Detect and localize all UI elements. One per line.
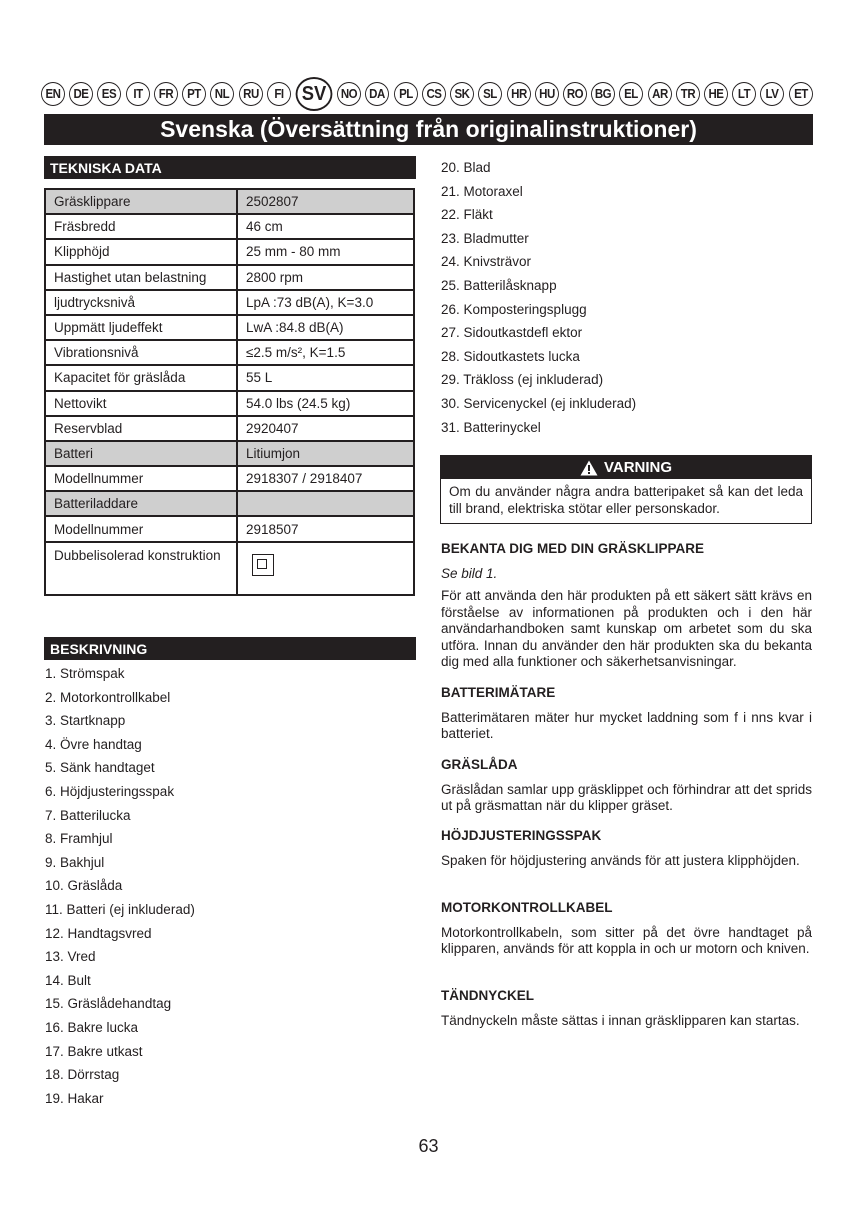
- table-row: [45, 365, 414, 390]
- spec-value: [237, 491, 414, 516]
- spec-value: 2920407: [237, 416, 414, 441]
- list-item: 8. Framhjul: [45, 831, 113, 847]
- lang-es: ES: [97, 82, 121, 106]
- list-item: 2. Motorkontrollkabel: [45, 689, 171, 705]
- list-item: 27. Sidoutkastdefl ektor: [441, 325, 583, 341]
- table-row: [45, 239, 414, 264]
- section-heading: GRÄSLÅDA: [441, 757, 518, 772]
- lang-fi: FI: [267, 82, 291, 106]
- spec-value: LwA :84.8 dB(A): [237, 315, 414, 340]
- parts-list-left: [45, 662, 195, 1110]
- lang-pt: PT: [182, 82, 206, 106]
- warning-triangle-icon: [580, 460, 598, 476]
- section-familiar: [441, 541, 812, 671]
- spec-label: Gräsklippare: [45, 189, 237, 214]
- list-item: 14. Bult: [45, 972, 91, 988]
- double-insulation-icon: [252, 554, 274, 576]
- list-item: 12. Handtagsvred: [45, 925, 152, 941]
- section-text: För att använda den här produkten på ett säkert sätt krävs en förståelse av informationen på produkten och i den här användarhandboken samt kunskap om arbetet som du ska utföra. Innan du använder den här produkten ska du bekanta dig med alla funktioner och säkerhetsanvisningar.: [441, 588, 812, 669]
- spec-label: Modellnummer: [45, 516, 237, 541]
- spec-label: Batteri: [45, 441, 237, 466]
- spec-table: [44, 188, 415, 596]
- lang-tr: TR: [676, 82, 700, 106]
- spec-value: 2800 rpm: [237, 265, 414, 290]
- table-row: [45, 265, 414, 290]
- spec-label: Reservblad: [45, 416, 237, 441]
- table-row: [45, 391, 414, 416]
- section-text: Motorkontrollkabeln, som sitter på det övre handtaget på klipparen, används för att koppla in och ur motorn och kniven.: [441, 924, 812, 956]
- spec-label: Nettovikt: [45, 391, 237, 416]
- list-item: 19. Hakar: [45, 1090, 104, 1106]
- section-ignition-key: [441, 988, 812, 1029]
- spec-label: Modellnummer: [45, 466, 237, 491]
- spec-value: Litiumjon: [237, 441, 414, 466]
- section-text: Gräslådan samlar upp gräsklippet och förhindrar att det sprids ut på gräsmattan när du klipper gräset.: [441, 781, 812, 813]
- spec-value: 2918507: [237, 516, 414, 541]
- spec-value: [237, 542, 414, 595]
- lang-sv-active: SV: [296, 77, 333, 111]
- lang-nl: NL: [210, 82, 234, 106]
- section-text: Spaken för höjdjustering används för att justera klipphöjden.: [441, 852, 800, 868]
- lang-pl: PL: [394, 82, 418, 106]
- section-heading: HÖJDJUSTERINGSSPAK: [441, 828, 602, 843]
- list-item: 18. Dörrstag: [45, 1067, 120, 1083]
- list-item: 10. Gräslåda: [45, 878, 123, 894]
- table-row: [45, 416, 414, 441]
- lang-en: EN: [41, 82, 65, 106]
- list-item: 17. Bakre utkast: [45, 1043, 143, 1059]
- spec-label: Fräsbredd: [45, 214, 237, 239]
- list-item: 4. Övre handtag: [45, 736, 142, 752]
- language-bar: [40, 80, 814, 108]
- section-heading: BEKANTA DIG MED DIN GRÄSKLIPPARE: [441, 541, 705, 556]
- tech-data-heading: TEKNISKA DATA: [44, 156, 416, 179]
- spec-value: 46 cm: [237, 214, 414, 239]
- spec-value: 2918307 / 2918407: [237, 466, 414, 491]
- list-item: 7. Batterilucka: [45, 807, 131, 823]
- list-item: 1. Strömspak: [45, 666, 125, 681]
- table-row: [45, 491, 414, 516]
- list-item: 16. Bakre lucka: [45, 1019, 139, 1035]
- lang-el: EL: [619, 82, 643, 106]
- section-battery-meter: [441, 685, 812, 743]
- page-title: Svenska (Översättning från originalinstruktioner): [44, 114, 813, 145]
- list-item: 31. Batterinyckel: [441, 419, 541, 435]
- parts-list-right: [441, 156, 636, 439]
- table-row: [45, 340, 414, 365]
- lang-ar: AR: [648, 82, 672, 106]
- lang-bg: BG: [591, 82, 615, 106]
- table-row: [45, 189, 414, 214]
- warning-text: Om du använder några andra batteripaket så kan det leda till brand, elektriska stötar eller personskador.: [449, 484, 803, 516]
- list-item: 20. Blad: [441, 160, 491, 175]
- spec-value: 54.0 lbs (24.5 kg): [237, 391, 414, 416]
- list-item: 23. Bladmutter: [441, 230, 529, 246]
- list-item: 24. Knivsträvor: [441, 254, 532, 270]
- table-row: [45, 290, 414, 315]
- lang-de: DE: [69, 82, 93, 106]
- lang-sl: SL: [478, 82, 502, 106]
- lang-hr: HR: [507, 82, 531, 106]
- lang-lt: LT: [732, 82, 756, 106]
- spec-value: LpA :73 dB(A), K=3.0: [237, 290, 414, 315]
- list-item: 22. Fläkt: [441, 207, 493, 223]
- section-heading: MOTORKONTROLLKABEL: [441, 900, 613, 915]
- spec-label: ljudtrycksnivå: [45, 290, 237, 315]
- section-heading: TÄNDNYCKEL: [441, 988, 534, 1003]
- list-item: 25. Batterilåsknapp: [441, 277, 557, 293]
- list-item: 30. Servicenyckel (ej inkluderad): [441, 395, 637, 411]
- spec-label: Batteriladdare: [45, 491, 237, 516]
- list-item: 29. Träkloss (ej inkluderad): [441, 372, 604, 388]
- list-item: 28. Sidoutkastets lucka: [441, 348, 580, 364]
- lang-he: HE: [704, 82, 728, 106]
- lang-sk: SK: [450, 82, 474, 106]
- section-heading: BATTERIMÄTARE: [441, 685, 556, 700]
- lang-et: ET: [789, 82, 813, 106]
- section-text: Batterimätaren mäter hur mycket laddning som f i nns kvar i batteriet.: [441, 709, 812, 741]
- spec-label: Vibrationsnivå: [45, 340, 237, 365]
- spec-value: 55 L: [237, 365, 414, 390]
- section-text: Tändnyckeln måste sättas i innan gräsklipparen kan startas.: [441, 1012, 800, 1028]
- lang-ro: RO: [563, 82, 587, 106]
- section-grass-bag: [441, 757, 812, 815]
- table-row: [45, 441, 414, 466]
- lang-it: IT: [126, 82, 150, 106]
- list-item: 13. Vred: [45, 949, 96, 965]
- figure-reference: Se bild 1.: [441, 565, 498, 581]
- spec-label: Uppmätt ljudeffekt: [45, 315, 237, 340]
- list-item: 26. Komposteringsplugg: [441, 301, 587, 317]
- list-item: 5. Sänk handtaget: [45, 760, 155, 776]
- lang-cs: CS: [422, 82, 446, 106]
- table-row: [45, 466, 414, 491]
- lang-lv: LV: [761, 82, 785, 106]
- lang-no: NO: [337, 82, 361, 106]
- list-item: 3. Startknapp: [45, 713, 126, 729]
- table-row: [45, 315, 414, 340]
- lang-hu: HU: [535, 82, 559, 106]
- warning-title: VARNING: [603, 459, 673, 476]
- spec-value: 2502807: [237, 189, 414, 214]
- table-row: [45, 516, 414, 541]
- table-row: [45, 214, 414, 239]
- section-motor-cable: [441, 900, 812, 958]
- lang-ru: RU: [239, 82, 263, 106]
- spec-value: ≤2.5 m/s², K=1.5: [237, 340, 414, 365]
- section-height-lever: [441, 828, 812, 869]
- warning-header: [441, 456, 811, 479]
- list-item: 6. Höjdjusteringsspak: [45, 783, 175, 799]
- spec-label: Kapacitet för gräslåda: [45, 365, 237, 390]
- description-heading: BESKRIVNING: [44, 637, 416, 660]
- table-row: [45, 542, 414, 595]
- list-item: 21. Motoraxel: [441, 183, 523, 199]
- spec-label: Klipphöjd: [45, 239, 237, 264]
- spec-label: Dubbelisolerad konstruktion: [45, 542, 237, 595]
- list-item: 15. Gräslådehandtag: [45, 996, 172, 1012]
- list-item: 9. Bakhjul: [45, 854, 105, 870]
- page-number: 63: [418, 1136, 439, 1156]
- lang-da: DA: [365, 82, 389, 106]
- list-item: 11. Batteri (ej inkluderad): [45, 901, 195, 917]
- spec-label: Hastighet utan belastning: [45, 265, 237, 290]
- lang-fr: FR: [154, 82, 178, 106]
- spec-value: 25 mm - 80 mm: [237, 239, 414, 264]
- warning-box: [440, 455, 812, 524]
